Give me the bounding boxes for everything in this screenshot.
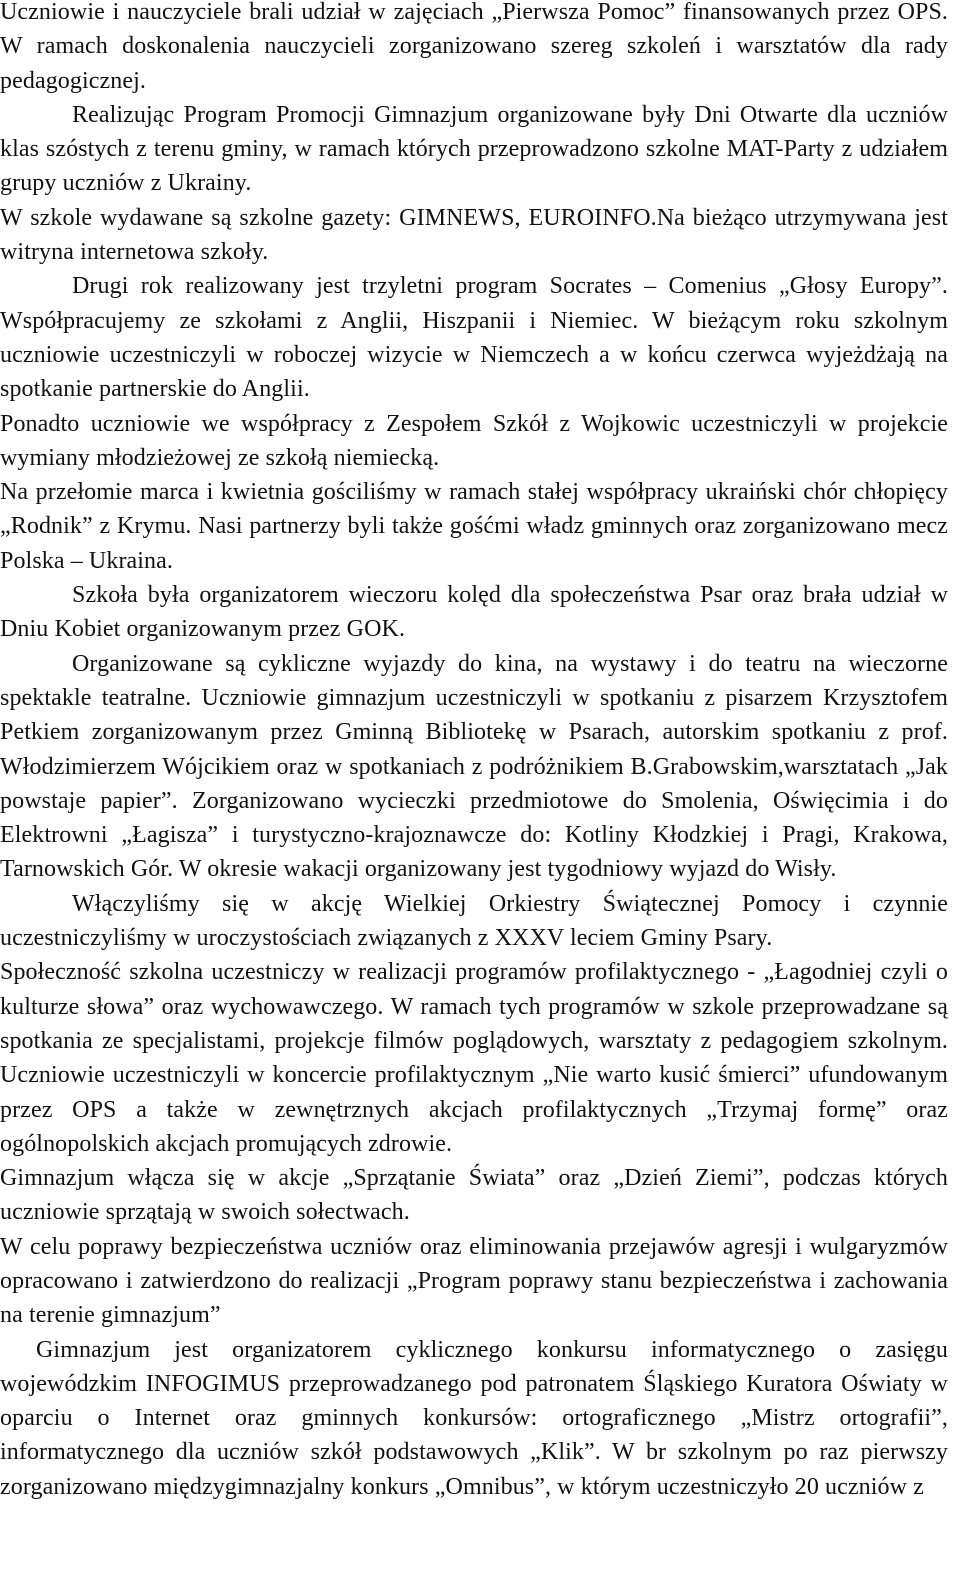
paragraph-wymiana: Ponadto uczniowie we współpracy z Zespołem Szkół z Wojkowic uczestniczyli w projekcie wymiany młodzieżowej ze szkołą niemiecką. (0, 410, 948, 471)
paragraph-pierwsza-pomoc: Uczniowie i nauczyciele brali udział w zajęciach „Pierwsza Pomoc” finansowanych przez OPS. W ramach doskonalenia nauczycieli zorganizowano szereg szkoleń i warsztatów dla rady pedagogicznej. (0, 0, 948, 94)
paragraph-koledy: Szkoła była organizatorem wieczoru kolęd dla społeczeństwa Psar oraz brała udział w Dniu Kobiet organizowanym przez GOK. (0, 582, 948, 643)
paragraph-gazety: W szkole wydawane są szkolne gazety: GIMNEWS, EUROINFO.Na bieżąco utrzymywana jest witryna internetowa szkoły. (0, 204, 948, 266)
paragraph-rodnik: Na przełomie marca i kwietnia gościliśmy w ramach stałej współpracy ukraiński chór chłopięcy „Rodnik” z Krymu. Nasi partnerzy byli także gośćmi władz gminnych oraz zorganizowano mecz Polska – Ukraina. (0, 479, 948, 574)
paragraph-wyjazdy: Organizowane są cykliczne wyjazdy do kina, na wystawy i do teatru na wieczorne spektakle teatralne. Uczniowie gimnazjum uczestniczyli w spotkaniu z pisarzem Krzysztofem Petkiem zorganizowanym przez Gminną Bibliotekę w Psarach, autorskim spotkaniu z prof. Włodzimierzem Wójcikiem oraz w spotkaniach z podróżnikiem B.Grabowskim,warsztatach „Jak powstaje papier”. Zorganizowano wycieczki przedmiotowe do Smolenia, Oświęcimia i do Elektrowni „Łagisza” i turystyczno-krajoznawcze do: Kotliny Kłodzkiej i Pragi, Krakowa, Tarnowskich Gór. W okresie wakacji organizowany jest tygodniowy wyjazd do Wisły. (0, 650, 948, 883)
paragraph-dni-otwarte: Realizując Program Promocji Gimnazjum organizowane były Dni Otwarte dla uczniów klas szóstych z terenu gminy, w ramach których przeprowadzono szkolne MAT-Party z udziałem grupy uczniów z Ukrainy. (0, 101, 948, 197)
paragraph-konkursy: Gimnazjum jest organizatorem cyklicznego konkursu informatycznego o zasięgu wojewódzkim INFOGIMUS przeprowadzanego pod patronatem Śląskiego Kuratora Oświaty w oparciu o Internet oraz gminnych konkursów: ortograficznego „Mistrz ortografii”, informatycznego dla uczniów szkół podstawowych „Klik”. W br szkolnym po raz pierwszy zorganizowano międzygimnazjalny konkurs „Omnibus”, w którym uczestniczyło 20 uczniów z (0, 1336, 948, 1500)
paragraph-profilaktyka: Społeczność szkolna uczestniczy w realizacji programów profilaktycznego - „Łagodniej czyli o kulturze słowa” oraz wychowawczego. W ramach tych programów w szkole przeprowadzane są spotkania ze specjalistami, projekcje filmów poglądowych, warsztaty z pedagogiem szkolnym. Uczniowie uczestniczyli w koncercie profilaktycznym „Nie warto kusić śmierci” ufundowanym przez OPS a także w zewnętrznych akcjach profilaktycznych „Trzymaj formę” oraz ogólnopolskich akcjach promujących zdrowie. (0, 959, 948, 1157)
paragraph-comenius: Drugi rok realizowany jest trzyletni program Socrates – Comenius „Głosy Europy”. Współpracujemy ze szkołami z Anglii, Hiszpanii i Niemiec. W bieżącym roku szkolnym uczniowie uczestniczyli w roboczej wizycie w Niemczech a w końcu czerwca wyjeżdżają na spotkanie partnerskie do Anglii. (0, 273, 948, 403)
paragraph-bezpieczenstwo: W celu poprawy bezpieczeństwa uczniów oraz eliminowania przejawów agresji i wulgaryzmów opracowano i zatwierdzono do realizacji „Program poprawy stanu bezpieczeństwa i zachowania na terenie gimnazjum” (0, 1233, 948, 1329)
paragraph-wosp: Włączyliśmy się w akcję Wielkiej Orkiestry Świątecznej Pomocy i czynnie uczestniczyliśmy w uroczystościach związanych z XXXV leciem Gminy Psary. (0, 890, 948, 952)
paragraph-sprzatanie: Gimnazjum włącza się w akcje „Sprzątanie Świata” oraz „Dzień Ziemi”, podczas których uczniowie sprzątają w swoich sołectwach. (0, 1165, 948, 1226)
